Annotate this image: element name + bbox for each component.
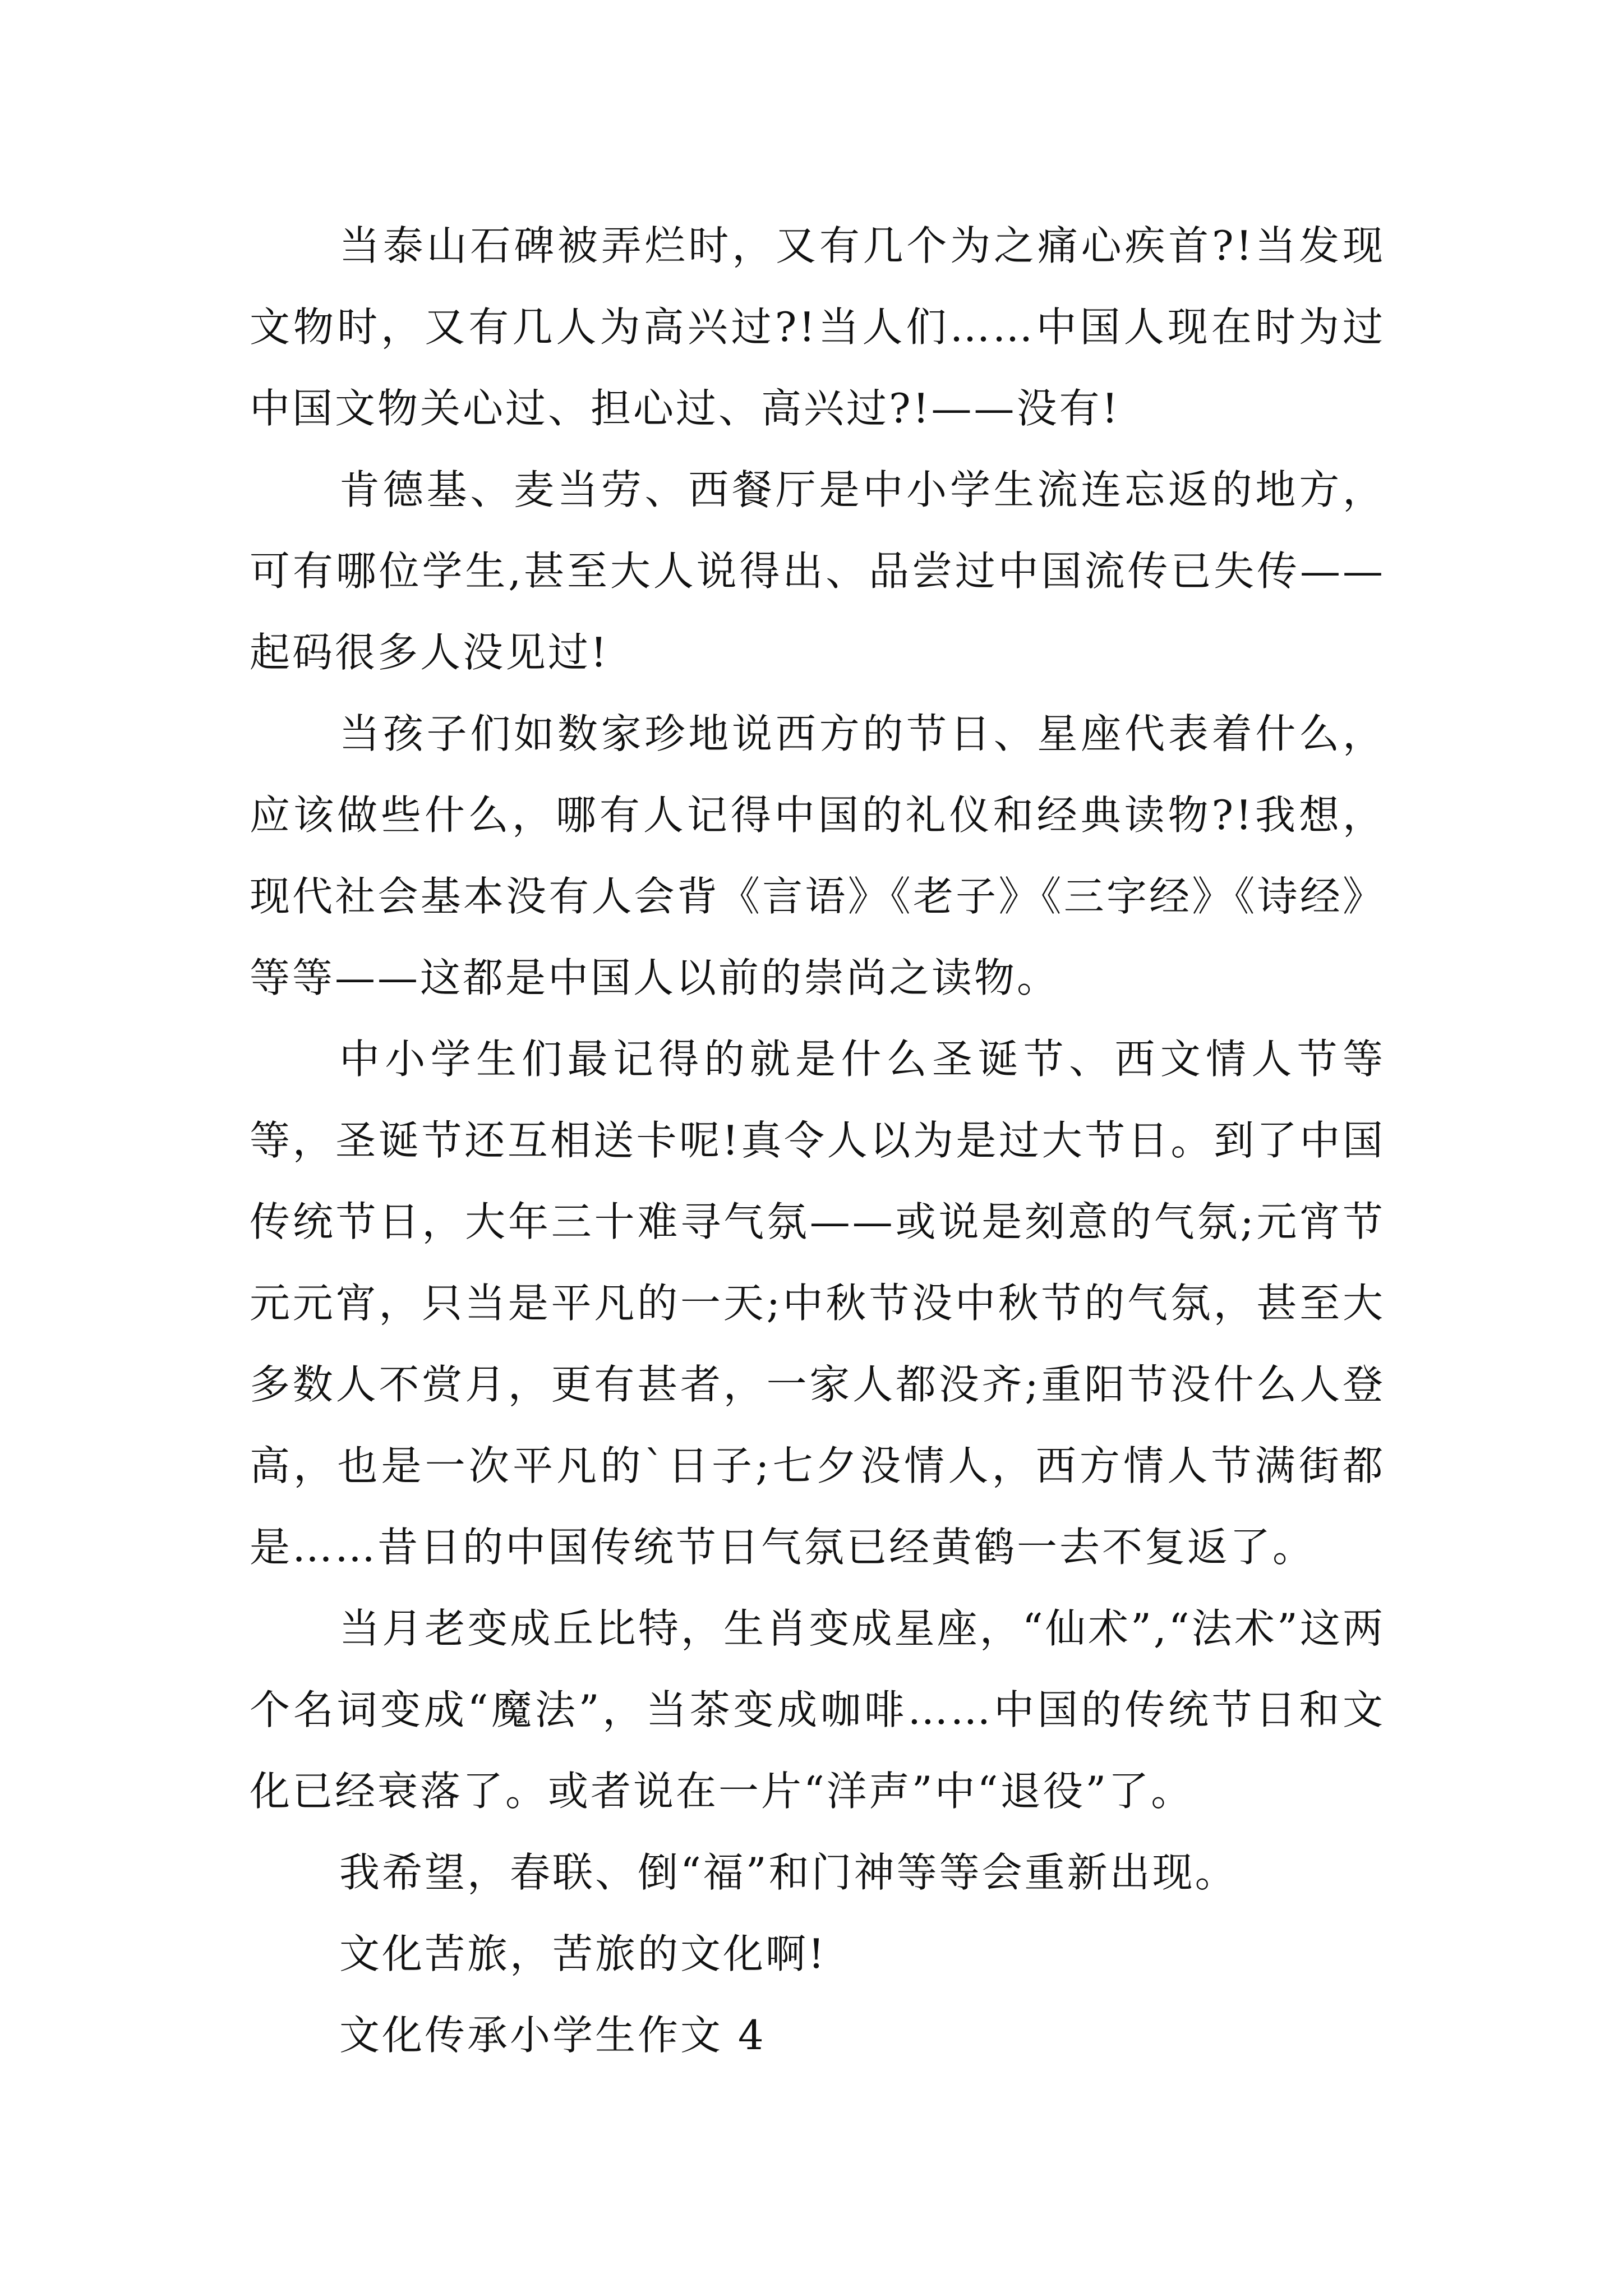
paragraph: 当孩子们如数家珍地说西方的节日、星座代表着什么，应该做些什么，哪有人记得中国的礼仪和经典读物?!我想，现代社会基本没有人会背《言语》《老子》《三字经》《诗经》等等——这都是中国人以前的崇尚之读物。 [250, 710, 1385, 1001]
paragraph: 肯德基、麦当劳、西餐厅是中小学生流连忘返的地方，可有哪位学生,甚至大人说得出、品尝过中国流传已失传——起码很多人没见过! [250, 466, 1385, 676]
paragraph: 我希望，春联、倒“福”和门神等等会重新出现。 [339, 1849, 1238, 1896]
paragraph: 中小学生们最记得的就是什么圣诞节、西文情人节等等，圣诞节还互相送卡呢!真令人以为是过大节日。到了中国传统节日，大年三十难寻气氛——或说是刻意的气氛;元宵节元元宵，只当是平凡的一天;中秋节没中秋节的气氛，甚至大多数人不赏月，更有甚者，一家人都没齐;重阳节没什么人登高，也是一次平凡的`日子;七夕没情人，西方情人节满街都是……昔日的中国传统节日气氛已经黄鹤一去不复返了。 [250, 1036, 1385, 1571]
paragraph: 当泰山石碑被弄烂时，又有几个为之痛心疾首?!当发现文物时，又有几人为高兴过?!当人们……中国人现在时为过中国文物关心过、担心过、高兴过?!——没有! [250, 222, 1385, 432]
section-heading: 文化传承小学生作文 4 [339, 2012, 766, 2059]
paragraph: 文化苦旅，苦旅的文化啊! [339, 1930, 827, 1977]
paragraph: 当月老变成丘比特，生肖变成星座，“仙术”,“法术”这两个名词变成“魔法”，当茶变成咖啡……中国的传统节日和文化已经衰落了。或者说在一片“洋声”中“退役”了。 [250, 1605, 1385, 1815]
document-body [250, 205, 1385, 2076]
